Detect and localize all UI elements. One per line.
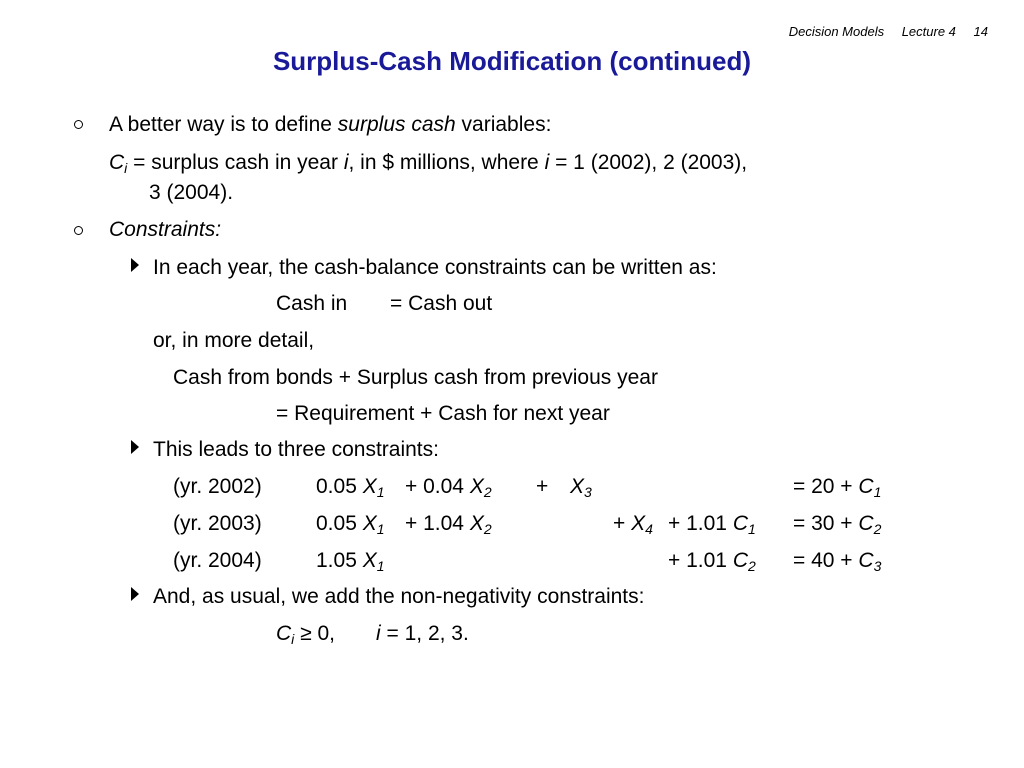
- rhs: [793, 474, 881, 500]
- subscript: i: [291, 631, 295, 647]
- subbullet-nonnegativity: And, as usual, we add the non-negativity constraints:: [153, 585, 645, 608]
- bullet-surplus-cash: [109, 112, 551, 138]
- definition-continued: 3 (2004).: [149, 181, 234, 204]
- course-name: Decision Models: [788, 24, 885, 39]
- plus-sign: +: [536, 475, 549, 498]
- term-x3: [570, 474, 592, 500]
- definition-line: [109, 150, 747, 176]
- rhs-value: = 20 +: [793, 475, 859, 498]
- subscript: 4: [645, 521, 653, 537]
- coefficient: + 1.04: [405, 512, 470, 535]
- constraint-row-2003: [0, 511, 1024, 541]
- text: = 1, 2, 3.: [380, 622, 469, 645]
- var-x: X: [362, 512, 377, 535]
- coefficient: + 0.04: [405, 475, 470, 498]
- slide-title: Surplus-Cash Modification (continued): [272, 46, 752, 76]
- coefficient: + 1.01: [668, 512, 733, 535]
- var-x: X: [469, 512, 484, 535]
- var-c: C: [109, 151, 125, 174]
- nonneg-index: [376, 621, 469, 647]
- subbullet-cash-balance: In each year, the cash-balance constraints can be written as:: [153, 256, 717, 279]
- var-c: C: [276, 622, 292, 645]
- rhs-value: = 40 +: [793, 549, 859, 572]
- constraint-row-2004: [0, 548, 1024, 578]
- var-c: C: [858, 549, 874, 572]
- subscript: 1: [376, 558, 385, 574]
- constraint-row-2002: [0, 474, 1024, 504]
- page-number: 14: [973, 24, 988, 39]
- term-x1: [316, 511, 385, 537]
- constraint-year: (yr. 2002): [173, 475, 262, 498]
- term-c2: [668, 548, 756, 574]
- text: A better way is to define: [109, 113, 338, 136]
- coefficient: 0.05: [316, 475, 363, 498]
- term-x4: [613, 511, 653, 537]
- or-in-detail: or, in more detail,: [153, 329, 315, 352]
- var-c: C: [858, 512, 874, 535]
- nonneg-inequality: [276, 621, 335, 647]
- rhs: [793, 548, 881, 574]
- subbullet-three-constraints: This leads to three constraints:: [153, 438, 439, 461]
- constraint-year: (yr. 2003): [173, 512, 262, 535]
- text: = surplus cash in year: [127, 151, 344, 174]
- term-x2: [405, 474, 492, 500]
- coefficient: + 1.01: [668, 549, 733, 572]
- emphasis: surplus cash: [337, 113, 456, 136]
- bullet-circle-icon: [74, 226, 83, 235]
- bullet-circle-icon: [74, 120, 83, 129]
- term-x1: [316, 474, 385, 500]
- var-c: C: [732, 549, 748, 572]
- lecture-number: Lecture 4: [901, 24, 956, 39]
- cash-in: Cash in: [276, 292, 348, 315]
- subscript: 2: [747, 558, 756, 574]
- triangle-bullet-icon: [131, 587, 139, 601]
- var-c: C: [732, 512, 748, 535]
- term-x1: [316, 548, 385, 574]
- var-x: X: [631, 512, 646, 535]
- var-c: C: [858, 475, 874, 498]
- term-c1: [668, 511, 756, 537]
- bullet-constraints: Constraints:: [109, 218, 222, 241]
- var-x: X: [362, 549, 377, 572]
- var-x: X: [469, 475, 484, 498]
- subscript: 2: [483, 521, 492, 537]
- plus-sign: +: [613, 512, 632, 535]
- var-x: X: [362, 475, 377, 498]
- subscript: 3: [873, 558, 882, 574]
- detail-line-2: = Requirement + Cash for next year: [276, 402, 610, 425]
- sub-i: i: [124, 160, 128, 176]
- coefficient: 1.05: [316, 549, 363, 572]
- subscript: 1: [747, 521, 756, 537]
- subscript: 2: [483, 484, 492, 500]
- detail-line-1: Cash from bonds + Surplus cash from previous year: [173, 366, 658, 389]
- constraint-year: (yr. 2004): [173, 549, 262, 572]
- subscript: 1: [376, 521, 385, 537]
- text: variables:: [455, 113, 552, 136]
- var-i: i: [544, 151, 550, 174]
- var-i: i: [376, 622, 381, 645]
- var-i: i: [343, 151, 349, 174]
- subscript: 2: [873, 521, 882, 537]
- triangle-bullet-icon: [131, 258, 139, 272]
- term-x2: [405, 511, 492, 537]
- subscript: 1: [376, 484, 385, 500]
- var-x: X: [570, 475, 585, 498]
- slide-header: [789, 24, 988, 39]
- rhs: [793, 511, 881, 537]
- cash-out: = Cash out: [390, 292, 493, 315]
- triangle-bullet-icon: [131, 440, 139, 454]
- text: ≥ 0,: [294, 622, 336, 645]
- nonnegativity-line: [0, 621, 1024, 651]
- subscript: 1: [873, 484, 882, 500]
- text: = 1 (2002), 2 (2003),: [549, 151, 748, 174]
- coefficient: 0.05: [316, 512, 363, 535]
- rhs-value: = 30 +: [793, 512, 859, 535]
- text: , in $ millions, where: [348, 151, 545, 174]
- subscript: 3: [584, 484, 592, 500]
